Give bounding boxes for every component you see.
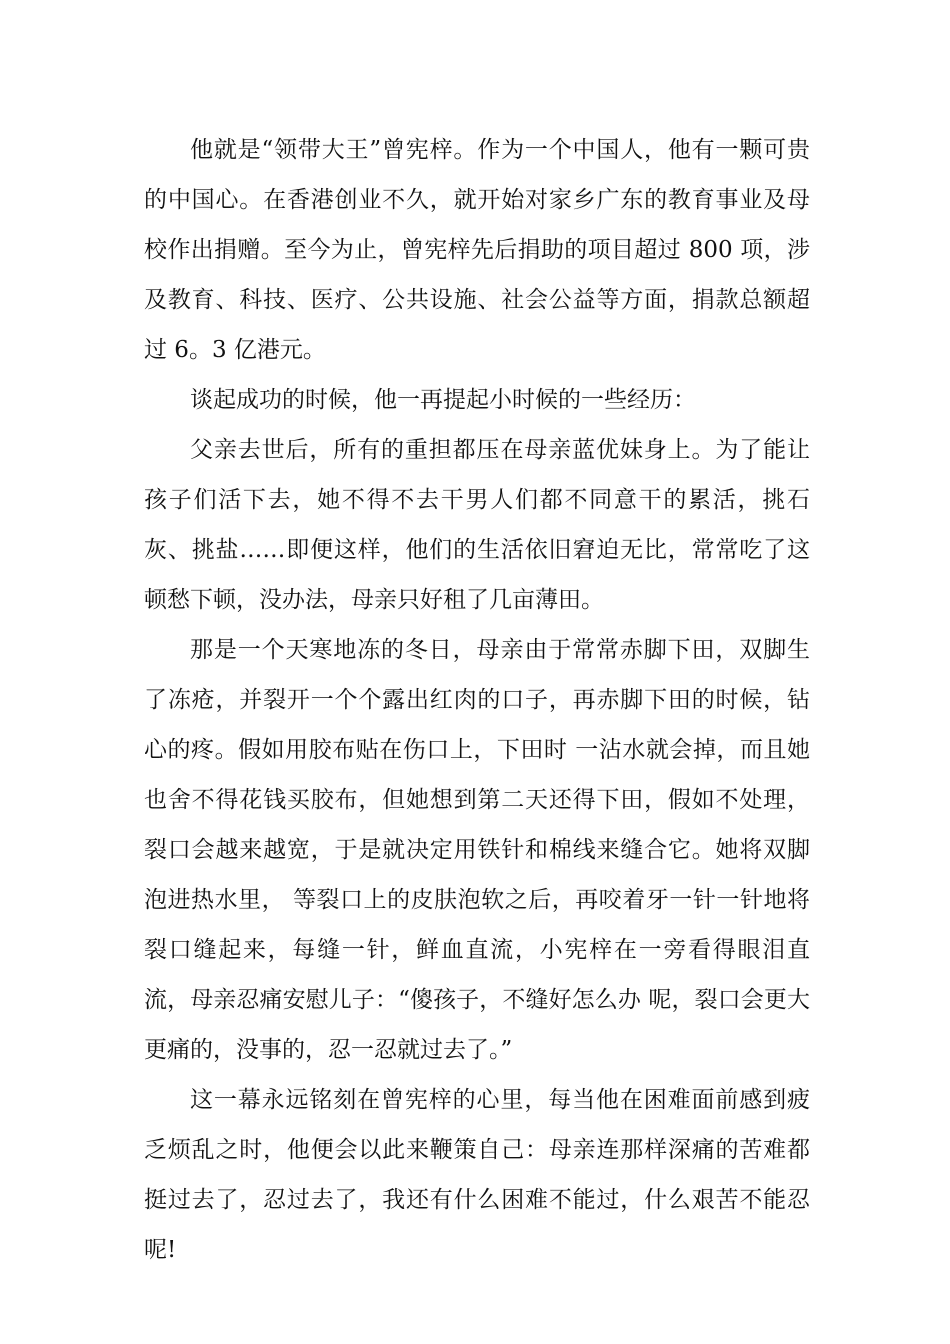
paragraph-5: 这一幕永远铭刻在曾宪梓的心里，每当他在困难面前感到疲乏烦乱之时，他便会以此来鞭策自己：母亲连那样深痛的苦难都挺过去了，忍过去了，我还有什么困难不能过，什么艰苦不能忍呢! — [144, 1087, 810, 1263]
paragraph-2: 谈起成功的时候，他一再提起小时候的一些经历： — [190, 387, 696, 413]
document-body — [144, 125, 810, 1275]
paragraph-1: 他就是“领带大王”曾宪梓。作为一个中国人，他有一颗可贵的中国心。在香港创业不久，就开始对家乡广东的教育事业及母校作出捐赠。至今为止，曾宪梓先后捐助的项目超过 800 项，涉及教育、科技、医疗、公共设施、社会公益等方面，捐款总额超过 6。3 亿港元。 — [144, 137, 810, 363]
paragraph-3: 父亲去世后，所有的重担都压在母亲蓝优妹身上。为了能让孩子们活下去，她不得不去干男人们都不同意干的累活，挑石灰、挑盐……即便这样，他们的生活依旧窘迫无比，常常吃了这顿愁下顿，没办法，母亲只好租了几亩薄田。 — [144, 437, 810, 613]
paragraph-4: 那是一个天寒地冻的冬日，母亲由于常常赤脚下田，双脚生了冻疮，并裂开一个个露出红肉的口子，再赤脚下田的时候，钻心的疼。假如用胶布贴在伤口上，下田时 一沾水就会掉，而且她也舍不得花钱买胶布，但她想到第二天还得下田，假如不处理，裂口会越来越宽，于是就决定用铁针和棉线来缝合它。她将双脚泡进热水里， 等裂口上的皮肤泡软之后，再咬着牙一针一针地将裂口缝起来，每缝一针，鲜血直流，小宪梓在一旁看得眼泪直流，母亲忍痛安慰儿子：“傻孩子，不缝好怎么办 呢，裂口会更大更痛的，没事的，忍一忍就过去了。” — [144, 637, 810, 1063]
